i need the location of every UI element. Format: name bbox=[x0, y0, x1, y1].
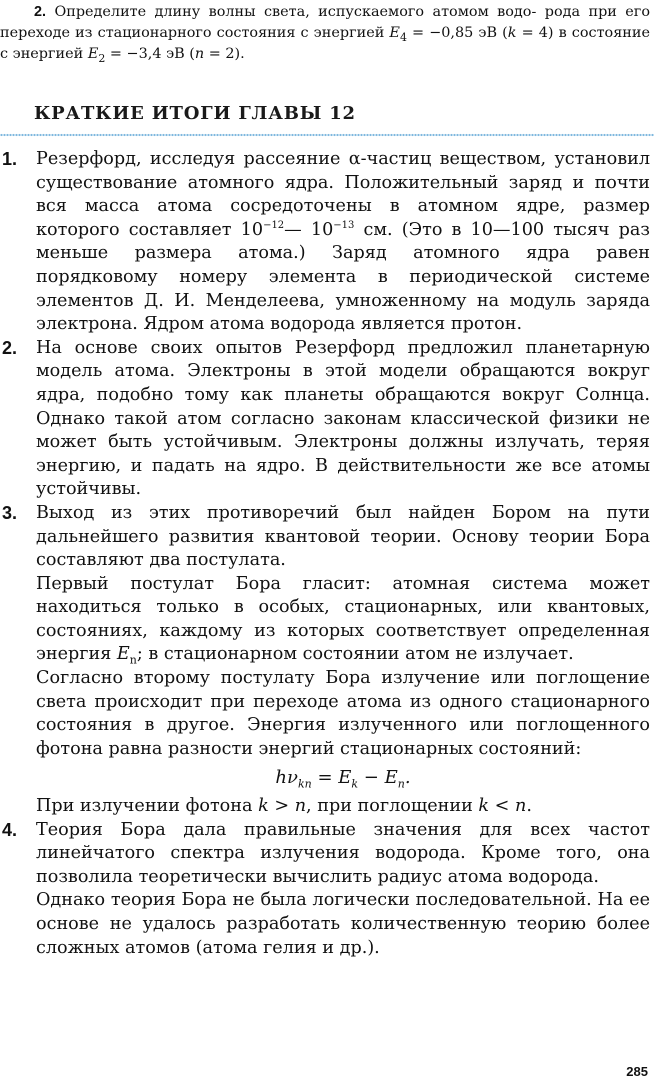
energy-sub: n bbox=[129, 653, 137, 667]
exercise-line2: рода при его переходе из стационарного состояния с энергией bbox=[0, 4, 650, 41]
item3-para2-b: ; в стационарном состоянии атом не излучает. bbox=[136, 644, 574, 665]
item-text bbox=[36, 148, 650, 337]
item3-para3: Согласно второму постулату Бора излучение или поглощение света происходит при переходе атома из одного стационарного состояния в другое. Энергия излученного или поглощенного фотона равна разности энергий стационарных состояний: bbox=[36, 668, 650, 759]
summary-list bbox=[0, 148, 650, 960]
item-number: 3. bbox=[2, 502, 18, 523]
n-value: = 2). bbox=[204, 46, 245, 62]
k-symbol: k bbox=[507, 25, 517, 41]
formula-period: . bbox=[404, 767, 411, 789]
item1-text-a: Резерфорд, исследуя рассеяние α-частиц веществом, установил существование атомного ядра. Положительный заряд и почти вся масса атома сосредоточены в атомном ядре, размер которого составляет 10 bbox=[36, 149, 650, 240]
item3-para2 bbox=[36, 573, 650, 667]
item-number: 4. bbox=[2, 819, 18, 840]
item3-para4 bbox=[36, 795, 650, 819]
item3-para1: Выход из этих противоречий был найден Бором на пути дальнейшего развития квантовой теории. Основу теории Бора составляют два постулата. bbox=[36, 502, 650, 571]
e2-value: = −3,4 эВ ( bbox=[105, 46, 195, 62]
item4-para2: Однако теория Бора не была логически последовательной. На ее основе не удалось разработать количественную теорию более сложных атомов (атома гелия и др.). bbox=[36, 890, 650, 958]
energy-symbol: E bbox=[116, 644, 130, 665]
bohr-frequency-formula bbox=[36, 766, 650, 790]
n-var-2: n bbox=[515, 796, 527, 817]
item-number: 2. bbox=[2, 337, 18, 358]
page-number: 285 bbox=[626, 1064, 648, 1079]
summary-item-4 bbox=[0, 819, 650, 961]
item1-text-b: — 10 bbox=[284, 219, 334, 240]
formula-kn-sub: kn bbox=[297, 778, 312, 792]
k-var-2: k bbox=[478, 796, 490, 817]
item3-para4-a: При излучении фотона bbox=[36, 796, 259, 817]
exercise-text bbox=[0, 2, 650, 65]
formula-h-nu: hν bbox=[275, 767, 298, 789]
exercise-number: 2. bbox=[34, 4, 47, 20]
item1-exp1: −12 bbox=[263, 219, 285, 231]
summary-item-1 bbox=[0, 148, 650, 337]
item3-para2-a: Первый постулат Бора гласит: атомная система может находиться только в особых, стационарных, или квантовых, состояниях, каждому из которых соответствует определенная энергия bbox=[36, 573, 650, 665]
exercise-line1: Определите длину волны света, испускаемого атомом водо- bbox=[54, 4, 537, 20]
summary-item-2 bbox=[0, 337, 650, 502]
gt-sign: > bbox=[268, 796, 295, 817]
lt-sign: < bbox=[489, 796, 515, 817]
formula-minus-en: − E bbox=[358, 767, 398, 789]
summary-item-3 bbox=[0, 502, 650, 819]
item-text: На основе своих опытов Резерфорд предложил планетарную модель атома. Электроны в этой модели обращаются вокруг ядра, подобно тому как планеты обращаются вокруг Солнца. Однако такой атом согласно законам классической физики не может быть устойчивым. Электроны должны излучать, теряя энергию, и падать на ядро. В действительности же все атомы устойчивы. bbox=[36, 337, 650, 500]
period: . bbox=[526, 796, 532, 817]
n-symbol: n bbox=[194, 46, 205, 62]
formula-eq-ek: = E bbox=[311, 767, 352, 789]
n-var-1: n bbox=[294, 796, 307, 817]
item4-para1: Теория Бора дала правильные значения для всех частот линейчатого спектра излучения водорода. Кроме того, она позволила теоретически вычислить радиус атома водорода. bbox=[36, 819, 650, 887]
e2-symbol: E bbox=[87, 46, 99, 62]
chapter-summary-title: КРАТКИЕ ИТОГИ ГЛАВЫ 12 bbox=[34, 103, 356, 124]
k-var-1: k bbox=[258, 796, 269, 817]
formula-n-sub: n bbox=[397, 778, 405, 792]
e2-sub: 2 bbox=[98, 51, 106, 65]
item-number: 1. bbox=[2, 149, 18, 169]
e4-sub: 4 bbox=[399, 30, 407, 44]
formula-k-sub: k bbox=[351, 778, 359, 792]
exercise-2 bbox=[0, 2, 650, 65]
item1-exp2: −13 bbox=[333, 219, 355, 231]
k-value: = 4) в состояние с энергией bbox=[0, 25, 650, 62]
item1-text-c: см. (Это в 10—100 тысяч раз меньше размера атома.) Заряд атомного ядра равен порядковому номеру элемента в периодической системе элементов Д. И. Менделеева, умноженному на модуль заряда электрона. Ядром атома водорода является протон. bbox=[36, 219, 651, 335]
item3-para4-b: , при поглощении bbox=[306, 796, 479, 817]
dotted-divider bbox=[0, 133, 654, 137]
e4-symbol: E bbox=[389, 25, 400, 41]
e4-value: = −0,85 эВ ( bbox=[406, 25, 508, 41]
